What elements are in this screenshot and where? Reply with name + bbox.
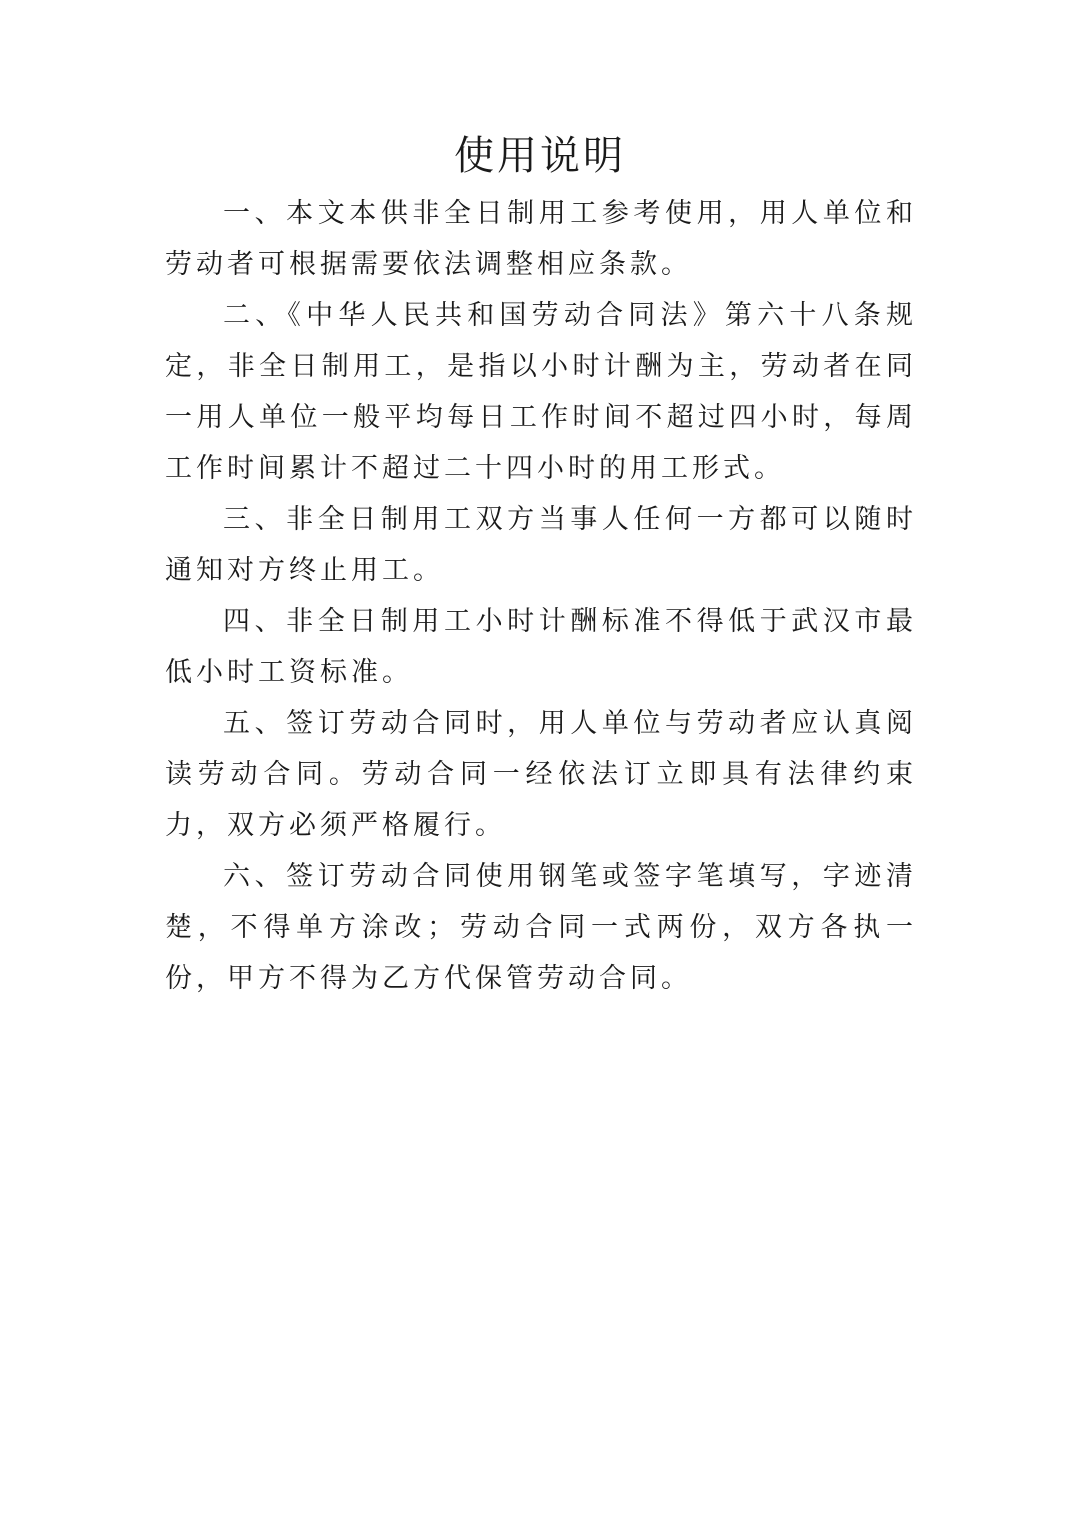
paragraph-4: 四、非全日制用工小时计酬标准不得低于武汉市最低小时工资标准。 [165, 606, 917, 688]
paragraph-3: 三、非全日制用工双方当事人任何一方都可以随时通知对方终止用工。 [165, 504, 917, 586]
paragraph-6: 六、签订劳动合同使用钢笔或签字笔填写，字迹清楚，不得单方涂改；劳动合同一式两份，双方各执一份，甲方不得为乙方代保管劳动合同。 [165, 861, 917, 994]
paragraph-5: 五、签订劳动合同时，用人单位与劳动者应认真阅读劳动合同。劳动合同一经依法订立即具有法律约束力，双方必须严格履行。 [165, 708, 917, 841]
page-title: 使用说明 [454, 133, 626, 179]
document-body [165, 188, 917, 1004]
paragraph-1: 一、本文本供非全日制用工参考使用，用人单位和劳动者可根据需要依法调整相应条款。 [165, 198, 917, 280]
paragraph-2: 二、《中华人民共和国劳动合同法》第六十八条规定，非全日制用工，是指以小时计酬为主，劳动者在同一用人单位一般平均每日工作时间不超过四小时，每周工作时间累计不超过二十四小时的用工形式。 [165, 300, 917, 484]
